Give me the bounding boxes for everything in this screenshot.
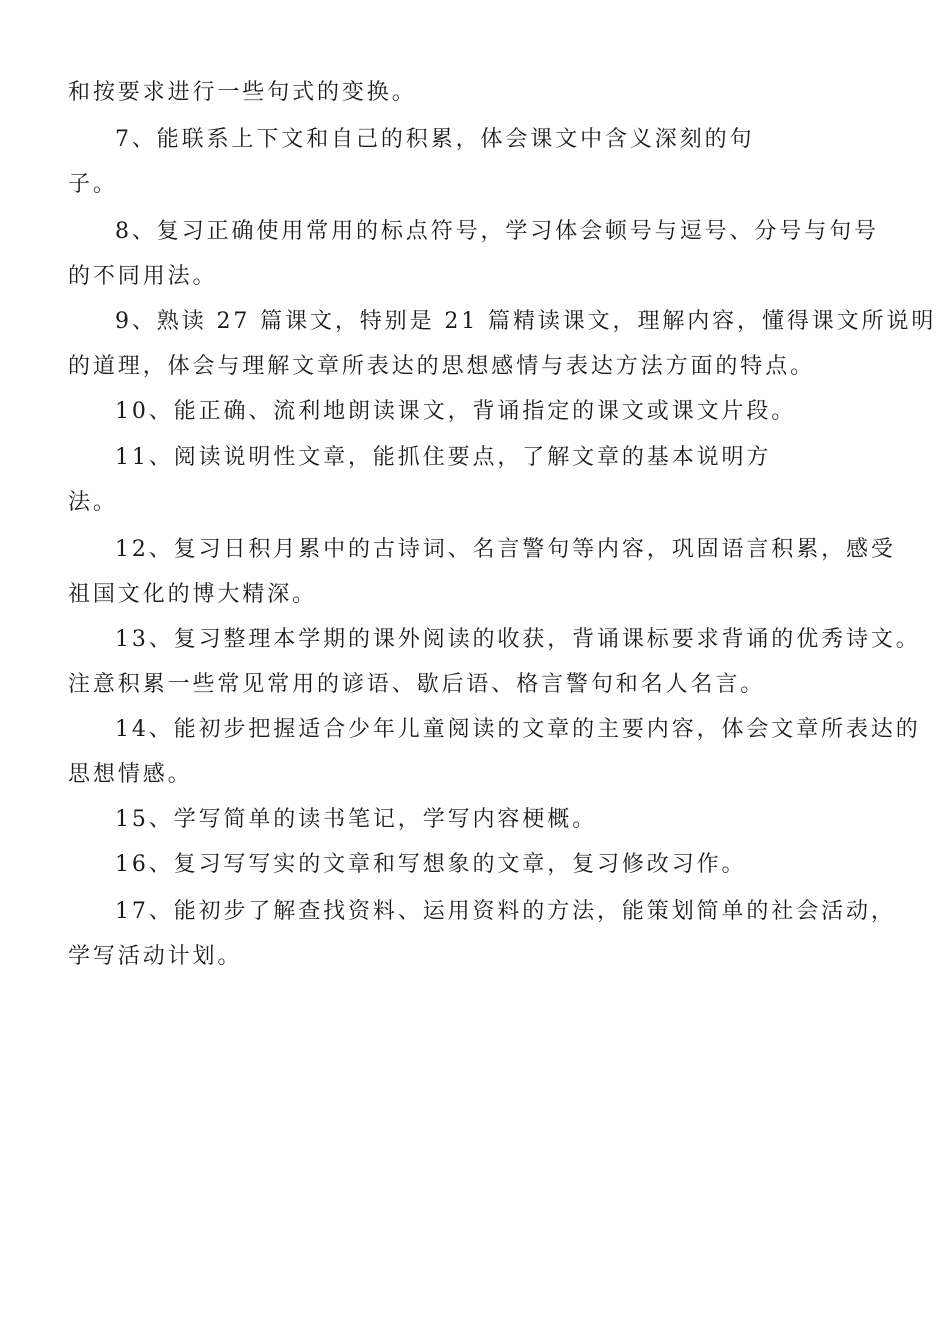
item-13-line-2: 注意积累一些常见常用的谚语、歇后语、格言警句和名人名言。 [68, 672, 766, 697]
item-8-line-1: 8、复习正确使用常用的标点符号，学习体会顿号与逗号、分号与句号 [115, 219, 879, 244]
item-12-line-2: 祖国文化的博大精深。 [68, 582, 318, 607]
item-14-line-2: 思想情感。 [68, 762, 193, 787]
item-11-line-2: 法。 [68, 490, 118, 515]
item-13-line-1: 13、复习整理本学期的课外阅读的收获，背诵课标要求背诵的优秀诗文。 [115, 627, 921, 652]
item-16-line-1: 16、复习写写实的文章和写想象的文章，复习修改习作。 [115, 852, 747, 877]
item-15-line-1: 15、学写简单的读书笔记，学写内容梗概。 [115, 807, 597, 832]
item-9-line-1: 9、熟读 27 篇课文，特别是 21 篇精读课文，理解内容，懂得课文所说明 [115, 309, 937, 334]
item-17-line-1: 17、能初步了解查找资料、运用资料的方法，能策划简单的社会活动， [115, 899, 896, 924]
item-7-line-2: 子。 [68, 172, 118, 197]
text-line: 和按要求进行一些句式的变换。 [68, 80, 417, 105]
item-17-line-2: 学写活动计划。 [68, 944, 243, 969]
item-9-line-2: 的道理，体会与理解文章所表达的思想感情与表达方法方面的特点。 [68, 354, 816, 379]
item-8-line-2: 的不同用法。 [68, 264, 218, 289]
item-7-line-1: 7、能联系上下文和自己的积累，体会课文中含义深刻的句 [115, 127, 755, 152]
item-10-line-1: 10、能正确、流利地朗读课文，背诵指定的课文或课文片段。 [115, 399, 797, 424]
item-11-line-1: 11、阅读说明性文章，能抓住要点，了解文章的基本说明方 [115, 445, 772, 470]
item-12-line-1: 12、复习日积月累中的古诗词、名言警句等内容，巩固语言积累，感受 [115, 537, 896, 562]
item-14-line-1: 14、能初步把握适合少年儿童阅读的文章的主要内容，体会文章所表达的 [115, 717, 921, 742]
